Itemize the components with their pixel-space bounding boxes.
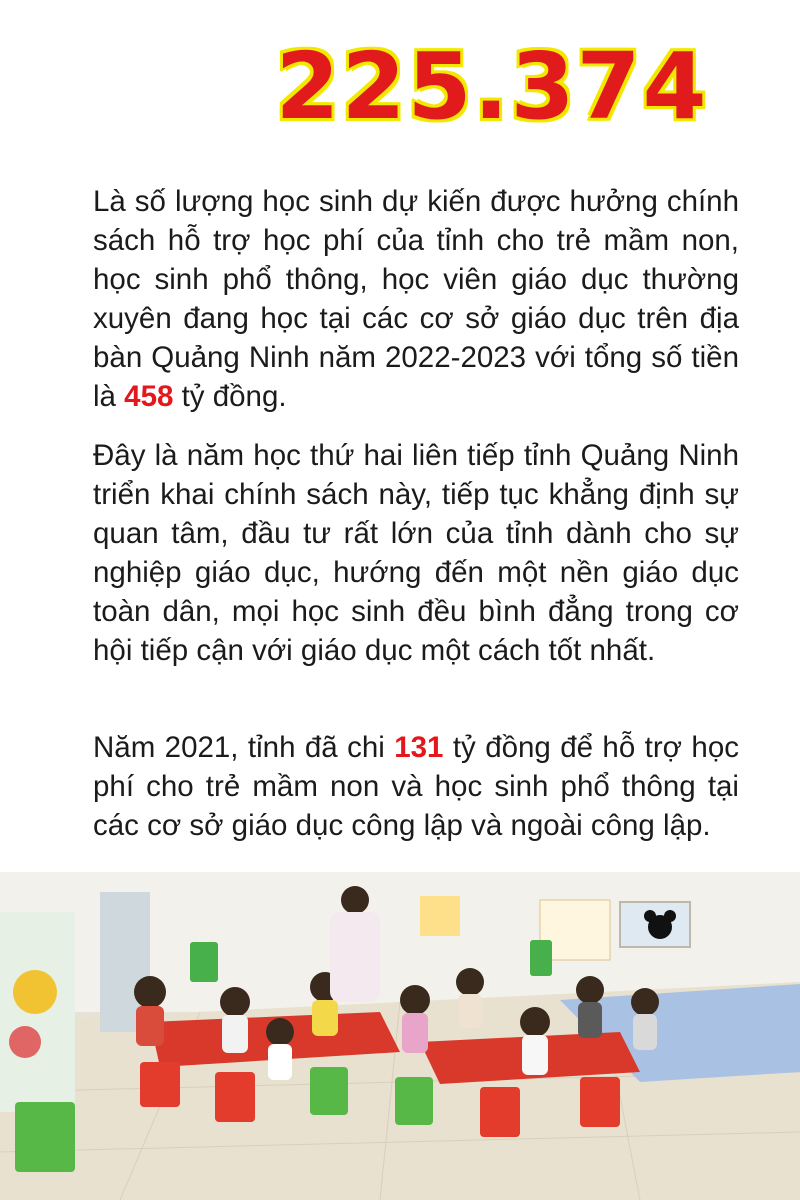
- paragraph-3-highlight: 131: [394, 731, 444, 764]
- paragraph-1-before: Là số lượng học sinh dự kiến được hưởng chính sách hỗ trợ học phí của tỉnh cho trẻ mầm non, học sinh phổ thông, học viên giáo dục thường xuyên đang học tại các cơ sở giáo dục trên địa bàn Quảng Ninh năm 2022-2023 với tổng số tiền là: [93, 185, 739, 413]
- classroom-illustration: [0, 872, 800, 1200]
- wall-picture: [420, 896, 460, 936]
- paragraph-1: [93, 182, 739, 416]
- headline-number-text: 225.374: [275, 33, 709, 140]
- headline-number: [262, 32, 722, 142]
- paragraph-1-after: tỷ đồng.: [173, 380, 287, 413]
- paragraph-2: Đây là năm học thứ hai liên tiếp tỉnh Quảng Ninh triển khai chính sách này, tiếp tục khẳng định sự quan tâm, đầu tư rất lớn của tỉnh dành cho sự nghiệp giáo dục, hướng đến một nền giáo dục toàn dân, mọi học sinh đều bình đẳng trong cơ hội tiếp cận với giáo dục một cách tốt nhất.: [93, 439, 739, 667]
- paragraph-3-before: Năm 2021, tỉnh đã chi: [93, 731, 395, 764]
- paragraph-1-highlight: 458: [124, 380, 174, 413]
- classroom-photo: [0, 872, 800, 1200]
- paragraph-3-after: tỷ đồng để hỗ trợ học phí cho trẻ mầm non và học sinh phổ thông tại các cơ sở giáo dục công lập và ngoài công lập.: [93, 731, 739, 842]
- paragraph-3: [93, 728, 739, 845]
